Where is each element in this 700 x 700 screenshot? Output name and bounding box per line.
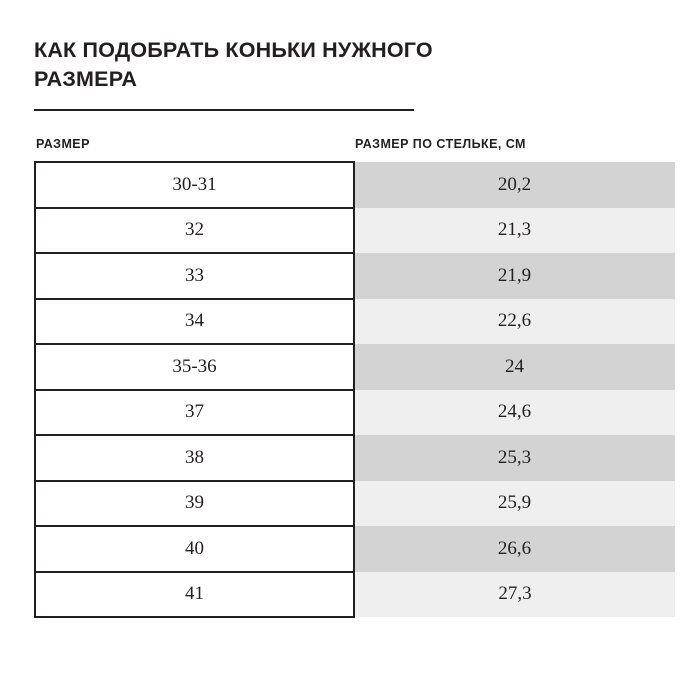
column-headers <box>34 137 666 151</box>
cell-size: 30-31 <box>35 162 354 208</box>
size-table-body <box>35 162 675 617</box>
table-row <box>35 299 675 345</box>
table-row <box>35 344 675 390</box>
cell-insole: 26,6 <box>354 526 675 572</box>
cell-size: 33 <box>35 253 354 299</box>
cell-size: 35-36 <box>35 344 354 390</box>
cell-size: 39 <box>35 481 354 527</box>
cell-insole: 27,3 <box>354 572 675 618</box>
cell-insole: 21,9 <box>354 253 675 299</box>
cell-insole: 20,2 <box>354 162 675 208</box>
cell-insole: 25,9 <box>354 481 675 527</box>
column-header-insole: РАЗМЕР ПО СТЕЛЬКЕ, СМ <box>355 137 526 152</box>
table-row <box>35 435 675 481</box>
title-divider <box>34 109 414 111</box>
page-title: КАК ПОДОБРАТЬ КОНЬКИ НУЖНОГО РАЗМЕРА <box>34 38 433 91</box>
table-row <box>35 390 675 436</box>
cell-size: 40 <box>35 526 354 572</box>
column-header-size: РАЗМЕР <box>36 137 90 152</box>
cell-insole: 24 <box>354 344 675 390</box>
table-row <box>35 526 675 572</box>
size-table <box>34 161 676 618</box>
cell-insole: 21,3 <box>354 208 675 254</box>
cell-insole: 24,6 <box>354 390 675 436</box>
table-row <box>35 162 675 208</box>
cell-size: 37 <box>35 390 354 436</box>
cell-size: 32 <box>35 208 354 254</box>
table-row <box>35 481 675 527</box>
cell-insole: 25,3 <box>354 435 675 481</box>
cell-insole: 22,6 <box>354 299 675 345</box>
cell-size: 41 <box>35 572 354 618</box>
table-row <box>35 253 675 299</box>
table-row <box>35 572 675 618</box>
cell-size: 38 <box>35 435 354 481</box>
table-row <box>35 208 675 254</box>
cell-size: 34 <box>35 299 354 345</box>
